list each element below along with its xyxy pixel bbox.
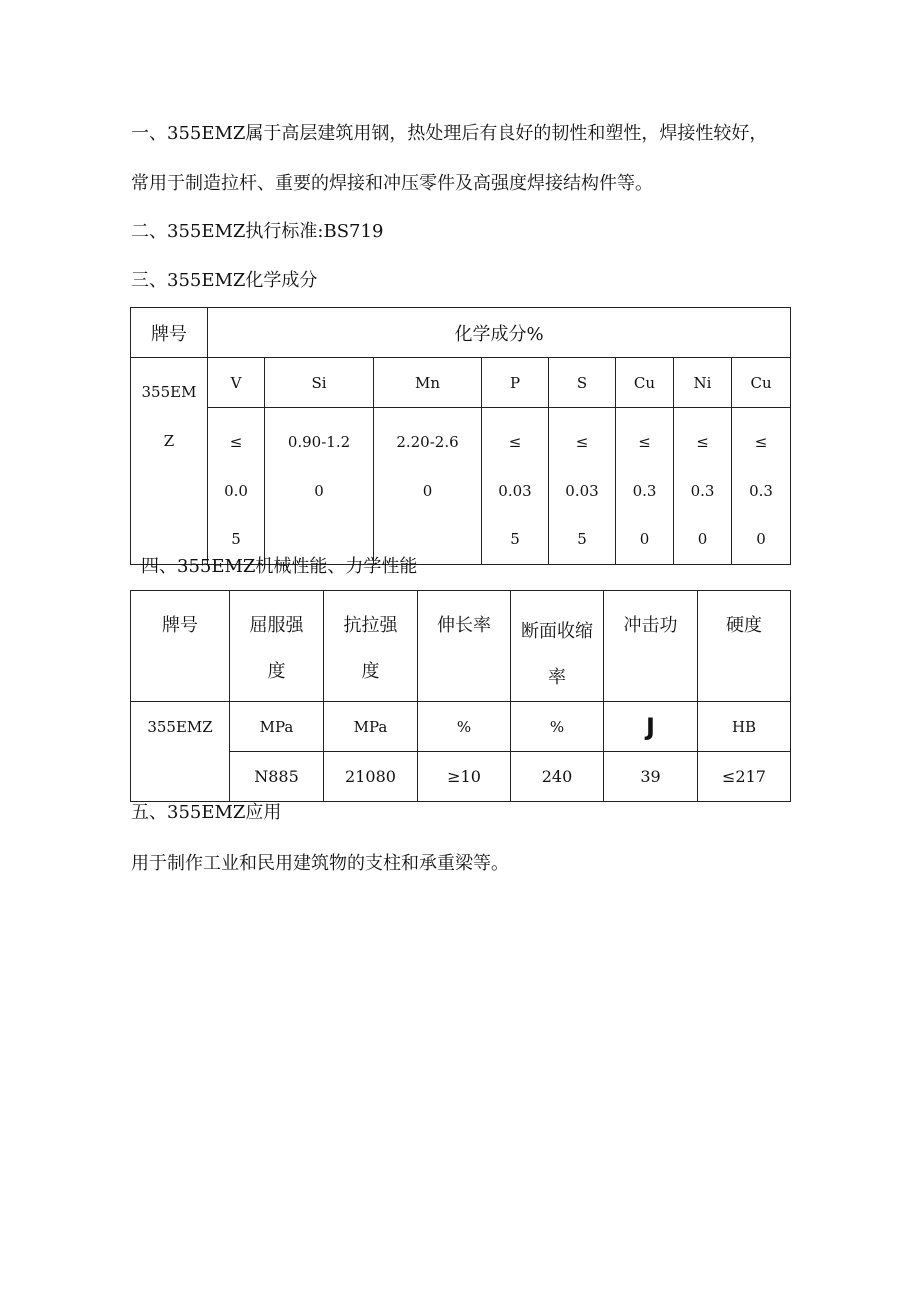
header-line: 冲击功 xyxy=(623,615,678,636)
value-line: 0 xyxy=(697,530,708,548)
unit-cell: % xyxy=(511,702,604,752)
value-cell: 240 xyxy=(511,752,604,802)
value-line: ≤ xyxy=(754,433,768,451)
header-elongation xyxy=(418,591,511,702)
header-line: 率 xyxy=(548,667,566,688)
composition-header: 化学成分% xyxy=(208,308,791,358)
header-line: 牌号 xyxy=(162,615,198,636)
paragraph-application: 用于制作工业和民用建筑物的支柱和承重梁等。 xyxy=(131,853,509,874)
value-line: 0 xyxy=(639,530,650,548)
unit-cell: % xyxy=(418,702,511,752)
value-line: ≤ xyxy=(638,433,651,451)
value-cell-cu2 xyxy=(732,408,791,565)
element-header: Cu xyxy=(732,358,791,408)
grade-line1: 355EM xyxy=(141,383,197,401)
value-line: ≤ xyxy=(696,433,709,451)
grade-header: 牌号 xyxy=(131,308,208,358)
header-line: 伸长率 xyxy=(437,615,491,636)
value-line: 0 xyxy=(756,530,766,548)
header-reduction-of-area xyxy=(511,591,604,702)
value-line: 0.03 xyxy=(498,481,532,500)
value-cell-si xyxy=(265,408,374,565)
header-impact-energy xyxy=(604,591,698,702)
unit-cell: MPa xyxy=(230,702,324,752)
value-line: ≤ xyxy=(229,433,243,451)
section-heading-application: 五、355EMZ应用 xyxy=(131,802,282,823)
header-line: 硬度 xyxy=(726,615,762,636)
unit-cell: MPa xyxy=(324,702,418,752)
element-header: Mn xyxy=(374,358,482,408)
element-header: P xyxy=(482,358,549,408)
header-line: 断面收缩 xyxy=(521,621,593,642)
mechanical-properties-table xyxy=(130,590,791,802)
grade-value: 355EMZ xyxy=(147,718,213,736)
section-heading-chemical: 三、355EMZ化学成分 xyxy=(131,270,318,291)
header-yield-strength xyxy=(230,591,324,702)
paragraph-standard: 二、355EMZ执行标准:BS719 xyxy=(131,221,384,242)
value-line: ≤ xyxy=(508,433,522,451)
element-header: Ni xyxy=(674,358,732,408)
value-cell: ≥10 xyxy=(418,752,511,802)
grade-cell xyxy=(131,358,208,565)
value-cell: 21080 xyxy=(324,752,418,802)
value-line: 0 xyxy=(422,481,433,500)
value-line: 0.0 xyxy=(224,481,248,500)
value-cell-p xyxy=(482,408,549,565)
header-line: 度 xyxy=(361,661,380,682)
header-tensile-strength xyxy=(324,591,418,702)
value-line: 0.03 xyxy=(565,481,599,500)
header-line: 度 xyxy=(267,661,286,682)
value-cell-mn xyxy=(374,408,482,565)
value-cell-ni xyxy=(674,408,732,565)
value-line: ≤ xyxy=(575,433,589,451)
value-cell-cu xyxy=(616,408,674,565)
grade-line2: Z xyxy=(163,431,175,450)
value-line: 5 xyxy=(577,530,587,548)
value-line: 5 xyxy=(510,530,520,548)
header-line: 屈服强 xyxy=(249,615,304,636)
value-line: 0.3 xyxy=(749,481,773,500)
value-line: 0.3 xyxy=(632,481,657,500)
value-line: 0 xyxy=(314,481,324,500)
element-header: Si xyxy=(265,358,374,408)
chemical-composition-table xyxy=(130,307,791,565)
value-line: 5 xyxy=(231,530,241,548)
element-header: S xyxy=(549,358,616,408)
header-hardness xyxy=(698,591,791,702)
section-heading-mechanical: 四、355EMZ机械性能、力学性能 xyxy=(141,556,418,577)
value-cell: ≤217 xyxy=(698,752,791,802)
element-header: Cu xyxy=(616,358,674,408)
value-line: 2.20-2.6 xyxy=(396,433,459,451)
value-line: 0.90-1.2 xyxy=(287,433,351,451)
unit-cell: J xyxy=(604,702,698,752)
value-line: 0.3 xyxy=(690,481,715,500)
value-cell: N885 xyxy=(230,752,324,802)
element-header: V xyxy=(208,358,265,408)
value-cell-v xyxy=(208,408,265,565)
unit-cell: HB xyxy=(698,702,791,752)
paragraph-intro-line2: 常用于制造拉杆、重要的焊接和冲压零件及高强度焊接结构件等。 xyxy=(131,173,653,194)
value-cell-s xyxy=(549,408,616,565)
paragraph-intro-line1: 一、355EMZ属于高层建筑用钢，热处理后有良好的韧性和塑性，焊接性较好， xyxy=(131,123,768,144)
header-grade xyxy=(131,591,230,702)
value-cell: 39 xyxy=(604,752,698,802)
header-line: 抗拉强 xyxy=(343,615,398,636)
grade-cell xyxy=(131,702,230,802)
